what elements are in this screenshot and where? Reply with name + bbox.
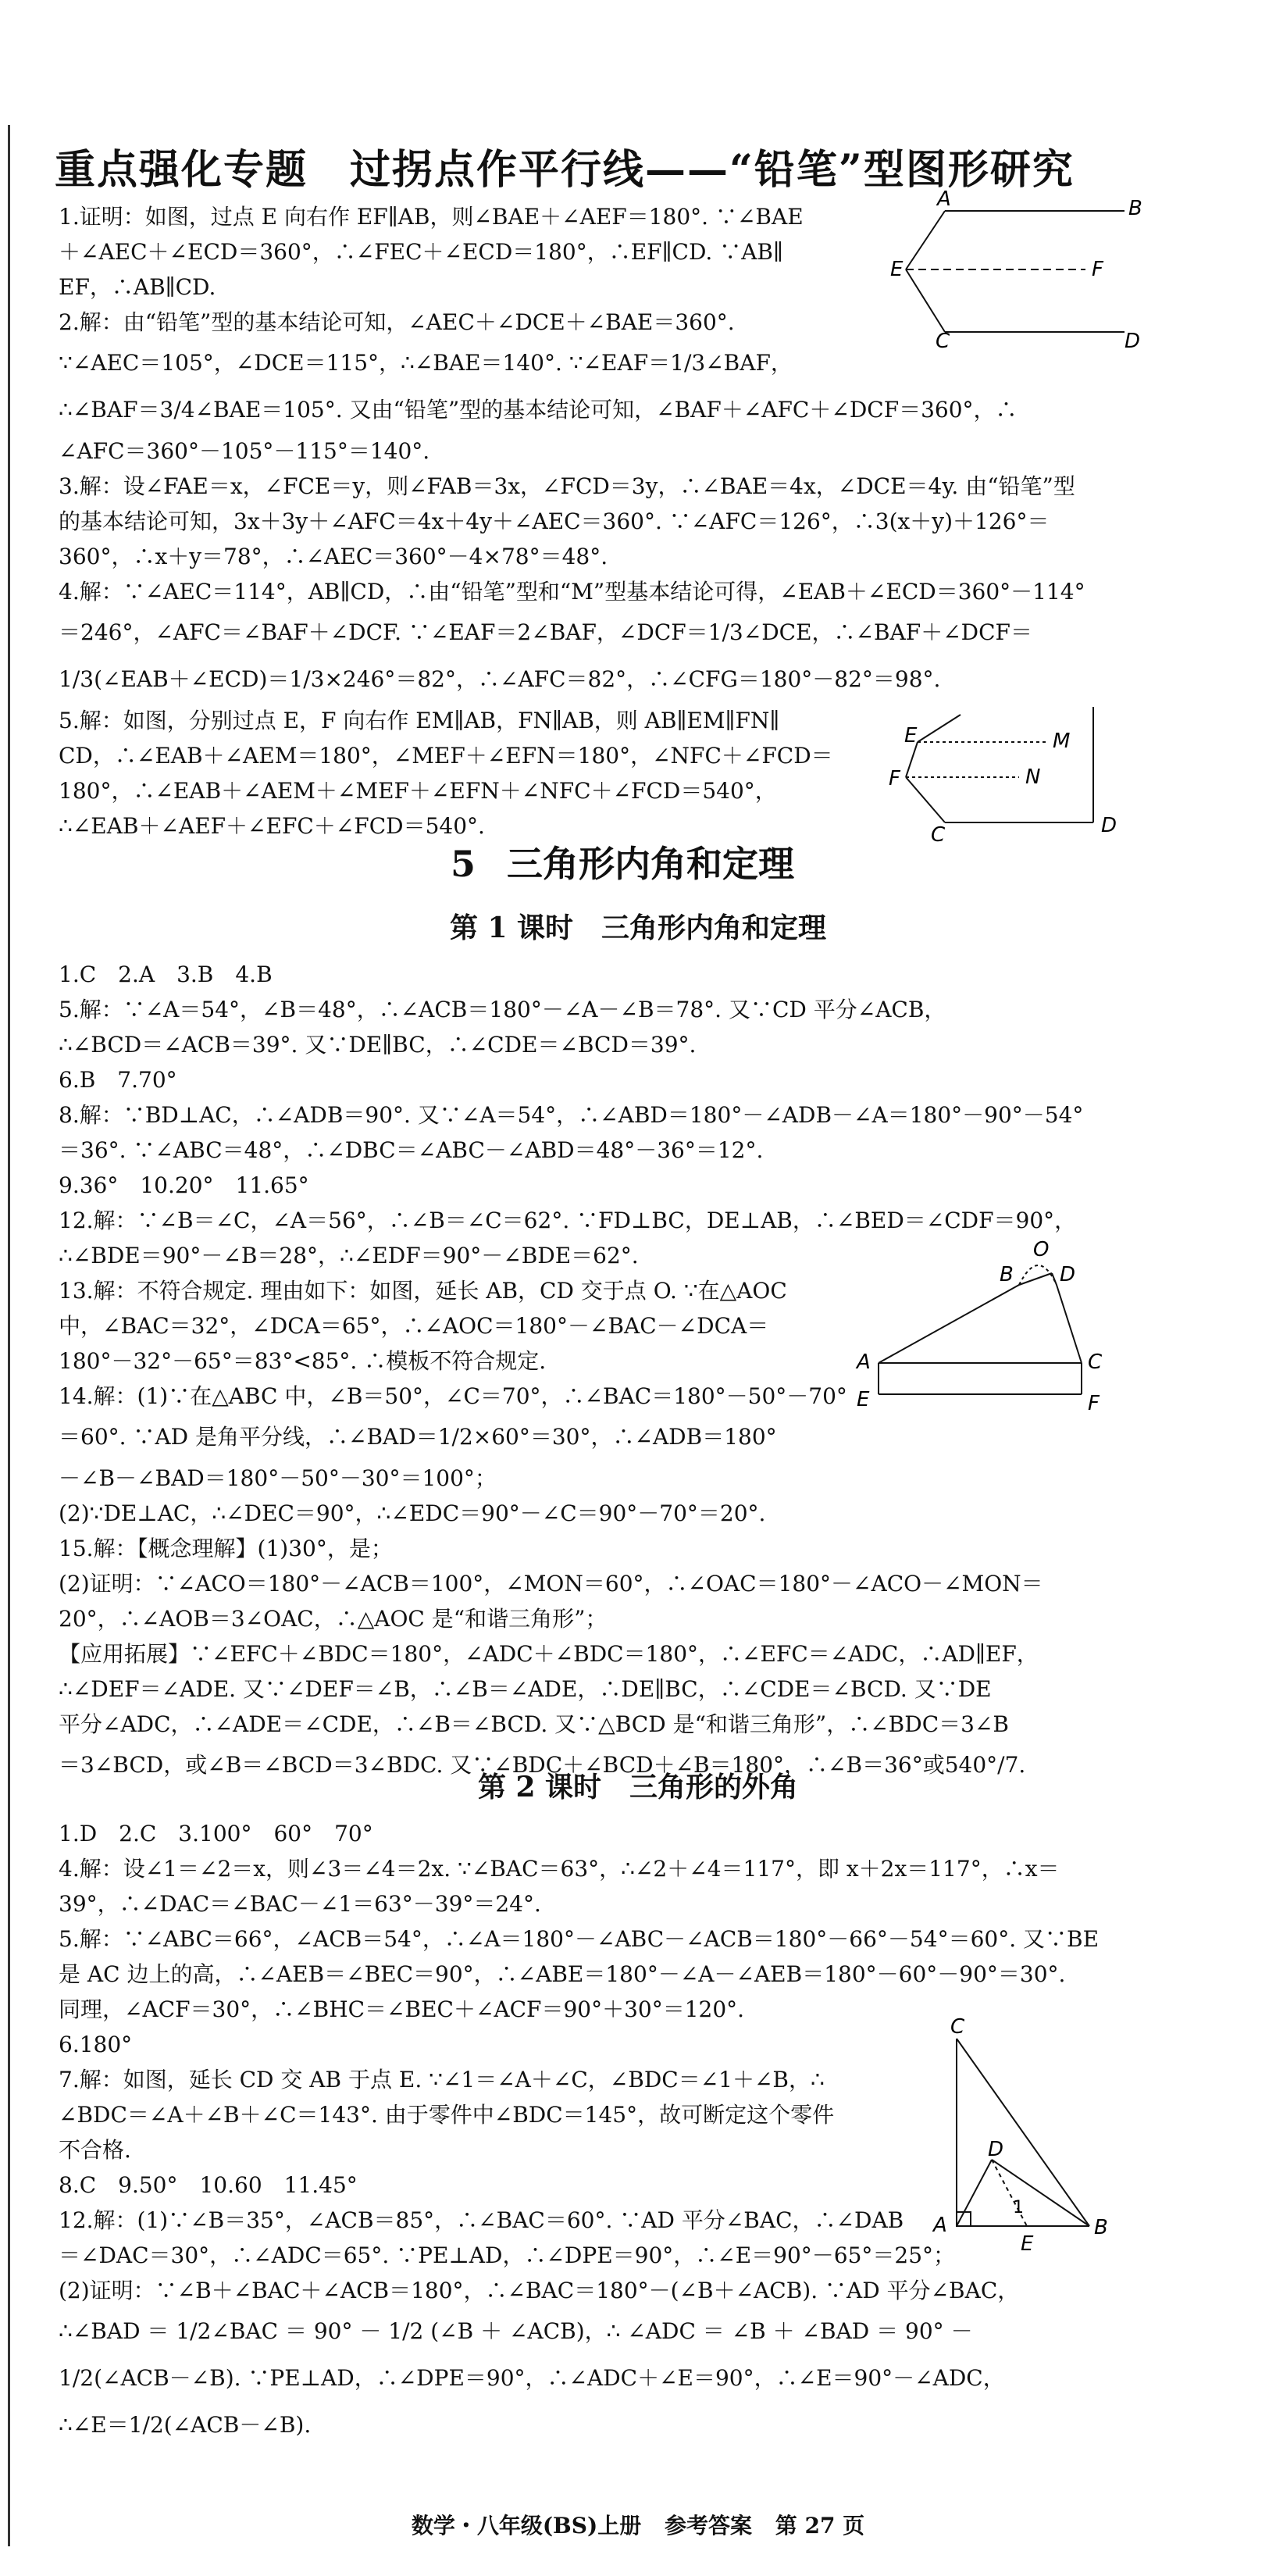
fig-label: F: [1092, 258, 1103, 281]
fig-label: O: [1033, 1238, 1050, 1261]
text-line: 360°，∴x＋y＝78°，∴∠AEC＝360°－4×78°＝48°.: [59, 544, 608, 569]
text-line: 5.解：∵∠A＝54°，∠B＝48°，∴∠ACB＝180°－∠A－∠B＝78°. 又∵CD 平分∠ACB，: [59, 997, 946, 1022]
text-line: 6.B 7.70°: [59, 1067, 177, 1093]
fig-label: C: [936, 330, 950, 353]
text-line: 是 AC 边上的高，∴∠AEB＝∠BEC＝90°，∴∠ABE＝180°－∠A－∠AEB＝180°－60°－90°＝30°.: [59, 1961, 1066, 1987]
text-line: 180°－32°－65°＝83°<85°. ∴模板不符合规定.: [59, 1348, 547, 1374]
text-line: 6.180°: [59, 2032, 133, 2057]
text-line: 5.解：∵∠ABC＝66°，∠ACB＝54°，∴∠A＝180°－∠ABC－∠ACB＝180°－66°－54°＝60°. 又∵BE: [59, 1926, 1100, 1952]
fig-label: E: [857, 1388, 870, 1411]
pencil-figure-1: [890, 187, 1142, 353]
text-line: ∴∠BDE＝90°－∠B＝28°，∴∠EDF＝90°－∠BDE＝62°.: [59, 1243, 639, 1268]
text-line: 不合格.: [59, 2137, 131, 2163]
text-line: ∴∠BCD＝∠ACB＝39°. 又∵DE∥BC，∴∠CDE＝∠BCD＝39°.: [59, 1032, 697, 1058]
text-line: 4.解：设∠1＝∠2＝x，则∠3＝∠4＝2x. ∵∠BAC＝63°，∴∠2＋∠4＝117°，即 x＋2x＝117°，∴x＝: [59, 1856, 1060, 1882]
text-line: (2)证明：∵∠B＋∠BAC＋∠ACB＝180°，∴∠BAC＝180°－(∠B＋∠ACB). ∵AD 平分∠BAC，: [59, 2278, 1020, 2303]
footer-subject: 数学・八年级(BS)上册: [411, 2513, 642, 2539]
fig-label: B: [1000, 1263, 1014, 1286]
text-line: 20°，∴∠AOB＝3∠OAC，∴△AOC 是“和谐三角形”；: [59, 1606, 608, 1632]
text-line: ＋∠AEC＋∠ECD＝360°，∴∠FEC＋∠ECD＝180°，∴EF∥CD. ∵AB∥: [59, 239, 783, 265]
text-line: 7.解：如图，延长 CD 交 AB 于点 E. ∵∠1＝∠A＋∠C，∠BDC＝∠1＋∠B，∴: [59, 2067, 825, 2093]
fig-label: D: [1101, 814, 1117, 837]
footer-page-number: 第 27 页: [775, 2513, 865, 2539]
text-line: 9.36° 10.20° 11.65°: [59, 1172, 309, 1198]
text-line: 1/3(∠EAB＋∠ECD)＝1/3×246°＝82°，∴∠AFC＝82°，∴∠CFG＝180°－82°＝98°.: [59, 666, 941, 692]
text-line: ∴∠BAD ＝ 1/2∠BAC ＝ 90° － 1/2 (∠B ＋ ∠ACB)，∴ ∠ADC ＝ ∠B ＋ ∠BAD ＝ 90° －: [59, 2318, 973, 2344]
text-line: ∴∠DEF＝∠ADE. 又∵∠DEF＝∠B，∴∠B＝∠ADE，∴DE∥BC，∴∠CDE＝∠BCD. 又∵DE: [59, 1676, 992, 1702]
chapter-name: 三角形内角和定理: [507, 843, 794, 885]
fig-label: D: [988, 2138, 1004, 2161]
text-line: －∠B－∠BAD＝180°－50°－30°＝100°；: [59, 1465, 497, 1491]
text-line: 5.解：如图，分别过点 E，F 向右作 EM∥AB，FN∥AB，则 AB∥EM∥FN∥: [59, 708, 780, 733]
fig-label: N: [1025, 765, 1041, 789]
text-line: 的基本结论可知，3x＋3y＋∠AFC＝4x＋4y＋∠AEC＝360°. ∵∠AFC＝126°，∴3(x＋y)＋126°＝: [59, 508, 1050, 534]
text-line: ∠BDC＝∠A＋∠B＋∠C＝143°. 由于零件中∠BDC＝145°，故可断定这个零件: [59, 2102, 835, 2128]
fig-label: A: [857, 1350, 871, 1374]
text-line: 1.C 2.A 3.B 4.B: [59, 962, 273, 987]
text-line: 3.解：设∠FAE＝x，∠FCE＝y，则∠FAB＝3x，∠FCD＝3y，∴∠BAE＝4x，∠DCE＝4y. 由“铅笔”型: [59, 473, 1075, 499]
text-line: 12.解：(1)∵∠B＝35°，∠ACB＝85°，∴∠BAC＝60°. ∵AD 平分∠BAC，∴∠DAB: [59, 2207, 904, 2233]
fig-label: C: [1088, 1350, 1103, 1374]
fig-label: 1: [1013, 2198, 1024, 2217]
text-line: ＝36°. ∵∠ABC＝48°，∴∠DBC＝∠ABC－∠ABD＝48°－36°＝12°.: [59, 1137, 764, 1163]
text-line: EF，∴AB∥CD.: [59, 274, 216, 300]
fig-label: B: [1128, 197, 1142, 220]
text-line: 15.解：【概念理解】(1)30°，是；: [59, 1536, 393, 1561]
text-line: 同理，∠ACF＝30°，∴∠BHC＝∠BEC＋∠ACF＝90°＋30°＝120°.: [59, 1996, 745, 2022]
text-line: (2)证明：∵∠ACO＝180°－∠ACB＝100°，∠MON＝60°，∴∠OAC＝180°－∠ACO－∠MON＝: [59, 1571, 1043, 1597]
fig-label: E: [904, 724, 918, 747]
text-line: 4.解：∵∠AEC＝114°，AB∥CD，∴由“铅笔”型和“M”型基本结论可得，∠EAB＋∠ECD＝360°－114°: [59, 579, 1085, 605]
text-line: 1.证明：如图，过点 E 向右作 EF∥AB，则∠BAE＋∠AEF＝180°. ∵∠BAE: [59, 204, 804, 230]
text-line: ∴∠BAF＝3/4∠BAE＝105°. 又由“铅笔”型的基本结论可知，∠BAF＋∠AFC＋∠DCF＝360°，∴: [59, 397, 1018, 423]
text-line: 13.解：不符合规定. 理由如下：如图，延长 AB，CD 交于点 O. ∵在△AOC: [59, 1278, 787, 1304]
text-line: ∴∠E＝1/2(∠ACB－∠B).: [59, 2412, 312, 2438]
fig-label: E: [890, 258, 904, 281]
fig-label: C: [931, 823, 946, 847]
text-line: 180°，∴∠EAB＋∠AEM＋∠MEF＋∠EFN＋∠NFC＋∠FCD＝540°，: [59, 778, 777, 804]
text-line: 12.解：∵∠B＝∠C，∠A＝56°，∴∠B＝∠C＝62°. ∵FD⊥BC，DE⊥AB，∴∠BED＝∠CDF＝90°，: [59, 1208, 1077, 1233]
text-line: ＝60°. ∵AD 是角平分线，∴∠BAD＝1/2×60°＝30°，∴∠ADB＝180°: [59, 1424, 777, 1450]
footer-section: 参考答案: [664, 2513, 752, 2539]
text-line: ∵∠AEC＝105°，∠DCE＝115°，∴∠BAE＝140°. ∵∠EAF＝1/3∠BAF，: [59, 350, 793, 376]
lesson-1-title: 第 1 课时 三角形内角和定理: [449, 912, 827, 944]
text-line: 中，∠BAC＝32°，∠DCA＝65°，∴∠AOC＝180°－∠BAC－∠DCA＝: [59, 1313, 769, 1339]
text-line: 【应用拓展】∵∠EFC＋∠BDC＝180°，∠ADC＋∠BDC＝180°，∴∠EFC＝∠ADC，∴AD∥EF，: [59, 1641, 1039, 1667]
margin-line: [8, 125, 10, 2546]
text-line: ∠AFC＝360°－105°－115°＝140°.: [59, 438, 430, 464]
chapter-number: 5: [450, 843, 476, 885]
text-line: ＝246°，∠AFC＝∠BAF＋∠DCF. ∵∠EAF＝2∠BAF，∠DCF＝1/3∠DCE，∴∠BAF＋∠DCF＝: [59, 619, 1032, 645]
fig-label: A: [933, 2214, 947, 2237]
triangle-figure: [925, 2015, 1128, 2269]
text-line: 8.C 9.50° 10.60 11.45°: [59, 2172, 358, 2198]
text-line: 39°，∴∠DAC＝∠BAC－∠1＝63°－39°＝24°.: [59, 1891, 541, 1917]
fig-label: C: [950, 2015, 965, 2039]
fig-label: E: [1021, 2232, 1034, 2256]
text-line: CD，∴∠EAB＋∠AEM＝180°，∠MEF＋∠EFN＝180°，∠NFC＋∠FCD＝: [59, 743, 833, 769]
text-line: 14.解：(1)∵在△ABC 中，∠B＝50°，∠C＝70°，∴∠BAC＝180°－50°－70°: [59, 1383, 847, 1409]
text-line: (2)∵DE⊥AC，∴∠DEC＝90°，∴∠EDC＝90°－∠C＝90°－70°＝20°.: [59, 1500, 766, 1526]
fig-label: M: [1053, 730, 1071, 753]
text-line: 1/2(∠ACB－∠B). ∵PE⊥AD，∴∠DPE＝90°，∴∠ADC＋∠E＝90°，∴∠E＝90°－∠ADC，: [59, 2365, 1005, 2391]
fig-label: D: [1125, 330, 1141, 353]
text-line: 2.解：由“铅笔”型的基本结论可知，∠AEC＋∠DCE＋∠BAE＝360°.: [59, 309, 735, 335]
text-line: ∴∠EAB＋∠AEF＋∠EFC＋∠FCD＝540°.: [59, 813, 485, 839]
template-figure: [847, 1238, 1128, 1422]
text-line: 1.D 2.C 3.100° 60° 70°: [59, 1821, 373, 1846]
fig-label: A: [937, 187, 951, 211]
fig-label: D: [1060, 1263, 1076, 1286]
fig-label: F: [1088, 1392, 1100, 1415]
chapter-title: [0, 836, 1276, 887]
lesson-2-title: 第 2 课时 三角形的外角: [477, 1771, 799, 1804]
pencil-figure-2: [882, 707, 1132, 847]
text-line: ＝∠DAC＝30°，∴∠ADC＝65°. ∵PE⊥AD，∴∠DPE＝90°，∴∠E＝90°－65°＝25°；: [59, 2242, 956, 2268]
fig-label: F: [889, 767, 900, 790]
fig-label: B: [1094, 2216, 1108, 2239]
text-line: ＝3∠BCD，或∠B＝∠BCD＝3∠BDC. 又∵∠BDC＋∠BCD＋∠B＝180°，∴∠B＝36°或540°/7.: [59, 1752, 1026, 1778]
special-topic-title: 重点强化专题 过拐点作平行线——“铅笔”型图形研究: [55, 146, 1075, 194]
text-line: 8.解：∵BD⊥AC，∴∠ADB＝90°. 又∵∠A＝54°，∴∠ABD＝180°－∠ADB－∠A＝180°－90°－54°: [59, 1102, 1084, 1128]
text-line: 平分∠ADC，∴∠ADE＝∠CDE，∴∠B＝∠BCD. 又∵△BCD 是“和谐三角形”，∴∠BDC＝3∠B: [59, 1711, 1009, 1737]
page-footer: [0, 2509, 1276, 2540]
